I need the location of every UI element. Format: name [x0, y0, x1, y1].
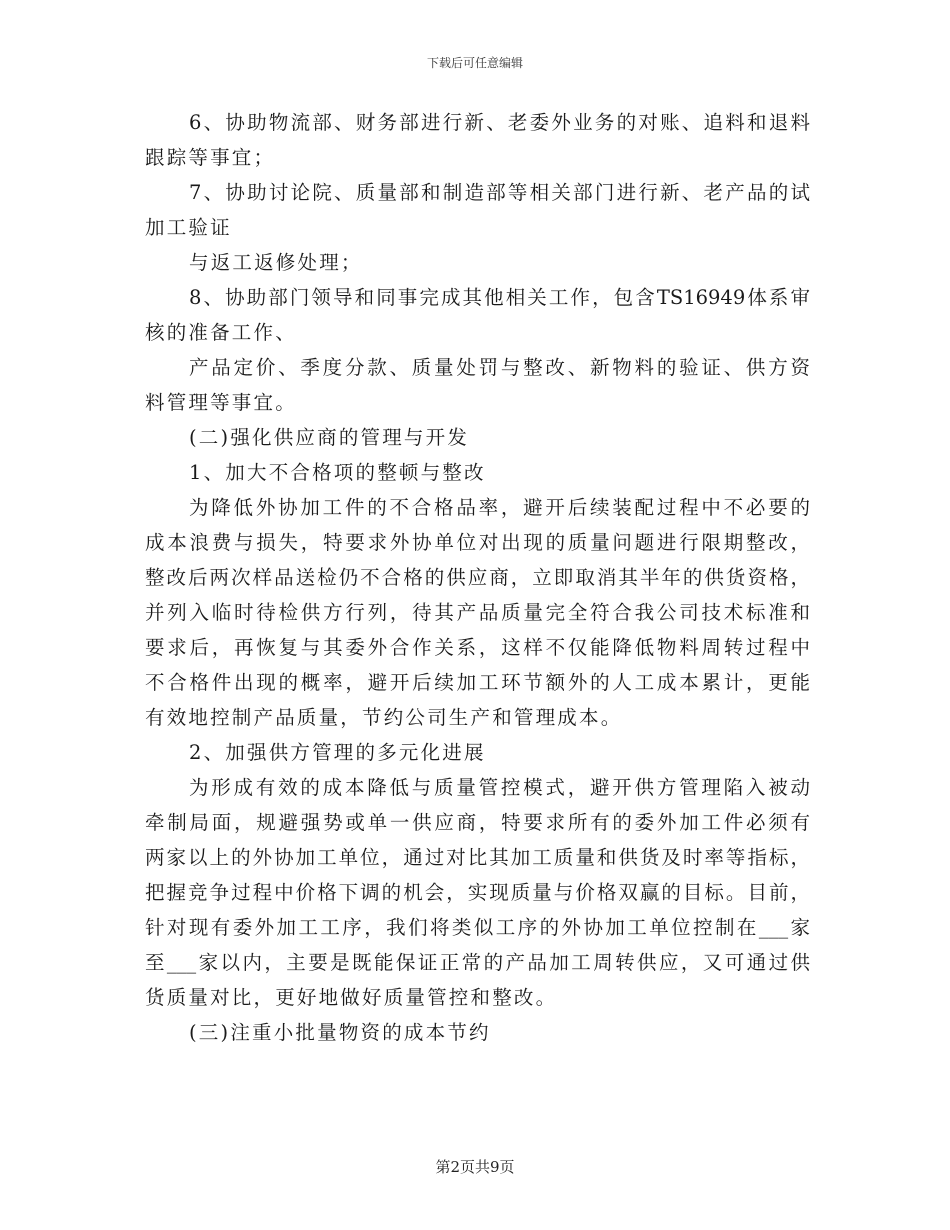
paragraph-line: 并列入临时待检供方行列，待其产品质量完全符合我公司技术标准和 [145, 601, 810, 624]
document-body [145, 106, 810, 1051]
paragraph-line: 成本浪费与损失，特要求外协单位对出现的质量问题进行限期整改， [145, 531, 810, 554]
paragraph-line: 与返工返修处理； [189, 251, 363, 274]
paragraph-line: 6、协助物流部、财务部进行新、老委外业务的对账、追料和退料 [189, 111, 810, 134]
paragraph-line: 要求后，再恢复与其委外合作关系，这样不仅能降低物料周转过程中 [145, 636, 810, 659]
paragraph-line: (二)强化供应商的管理与开发 [189, 426, 470, 449]
paragraph-line: 8、协助部门领导和同事完成其他相关工作，包含TS16949体系审 [189, 286, 810, 309]
paragraph-line: 2、加强供方管理的多元化进展 [189, 741, 486, 764]
paragraph-line: 两家以上的外协加工单位，通过对比其加工质量和供货及时率等指标， [145, 846, 810, 869]
paragraph-line: 产品定价、季度分款、质量处罚与整改、新物料的验证、供方资 [189, 356, 810, 379]
paragraph-line: 为形成有效的成本降低与质量管控模式，避开供方管理陷入被动 [189, 776, 810, 799]
paragraph-line: 1、加大不合格项的整顿与整改 [189, 461, 486, 484]
paragraph-line: 料管理等事宜。 [145, 391, 297, 414]
page-header: 下载后可任意编辑 [426, 56, 523, 70]
paragraph-line: (三)注重小批量物资的成本节约 [189, 1021, 491, 1044]
paragraph-line: 货质量对比，更好地做好质量管控和整改。 [145, 986, 558, 1009]
paragraph-line: 为降低外协加工件的不合格品率，避开后续装配过程中不必要的 [189, 496, 810, 519]
paragraph-line: 有效地控制产品质量，节约公司生产和管理成本。 [145, 706, 623, 729]
paragraph-line: 加工验证 [145, 216, 232, 239]
paragraph-line: 整改后两次样品送检仍不合格的供应商，立即取消其半年的供货资格， [145, 566, 810, 589]
paragraph-line: 至___家以内，主要是既能保证正常的产品加工周转供应，又可通过供 [145, 951, 810, 974]
paragraph-line: 针对现有委外加工工序，我们将类似工序的外协加工单位控制在___家 [145, 916, 810, 939]
paragraph-line: 跟踪等事宜； [145, 146, 276, 169]
page-number-footer: 第2页共9页 [435, 1158, 515, 1176]
paragraph-line: 7、协助讨论院、质量部和制造部等相关部门进行新、老产品的试 [189, 181, 810, 204]
paragraph-line: 核的准备工作、 [145, 321, 297, 344]
paragraph-line: 牵制局面，规避强势或单一供应商，特要求所有的委外加工件必须有 [145, 811, 810, 834]
paragraph-line: 把握竞争过程中价格下调的机会，实现质量与价格双赢的目标。目前， [145, 881, 810, 904]
paragraph-line: 不合格件出现的概率，避开后续加工环节额外的人工成本累计，更能 [145, 671, 810, 694]
